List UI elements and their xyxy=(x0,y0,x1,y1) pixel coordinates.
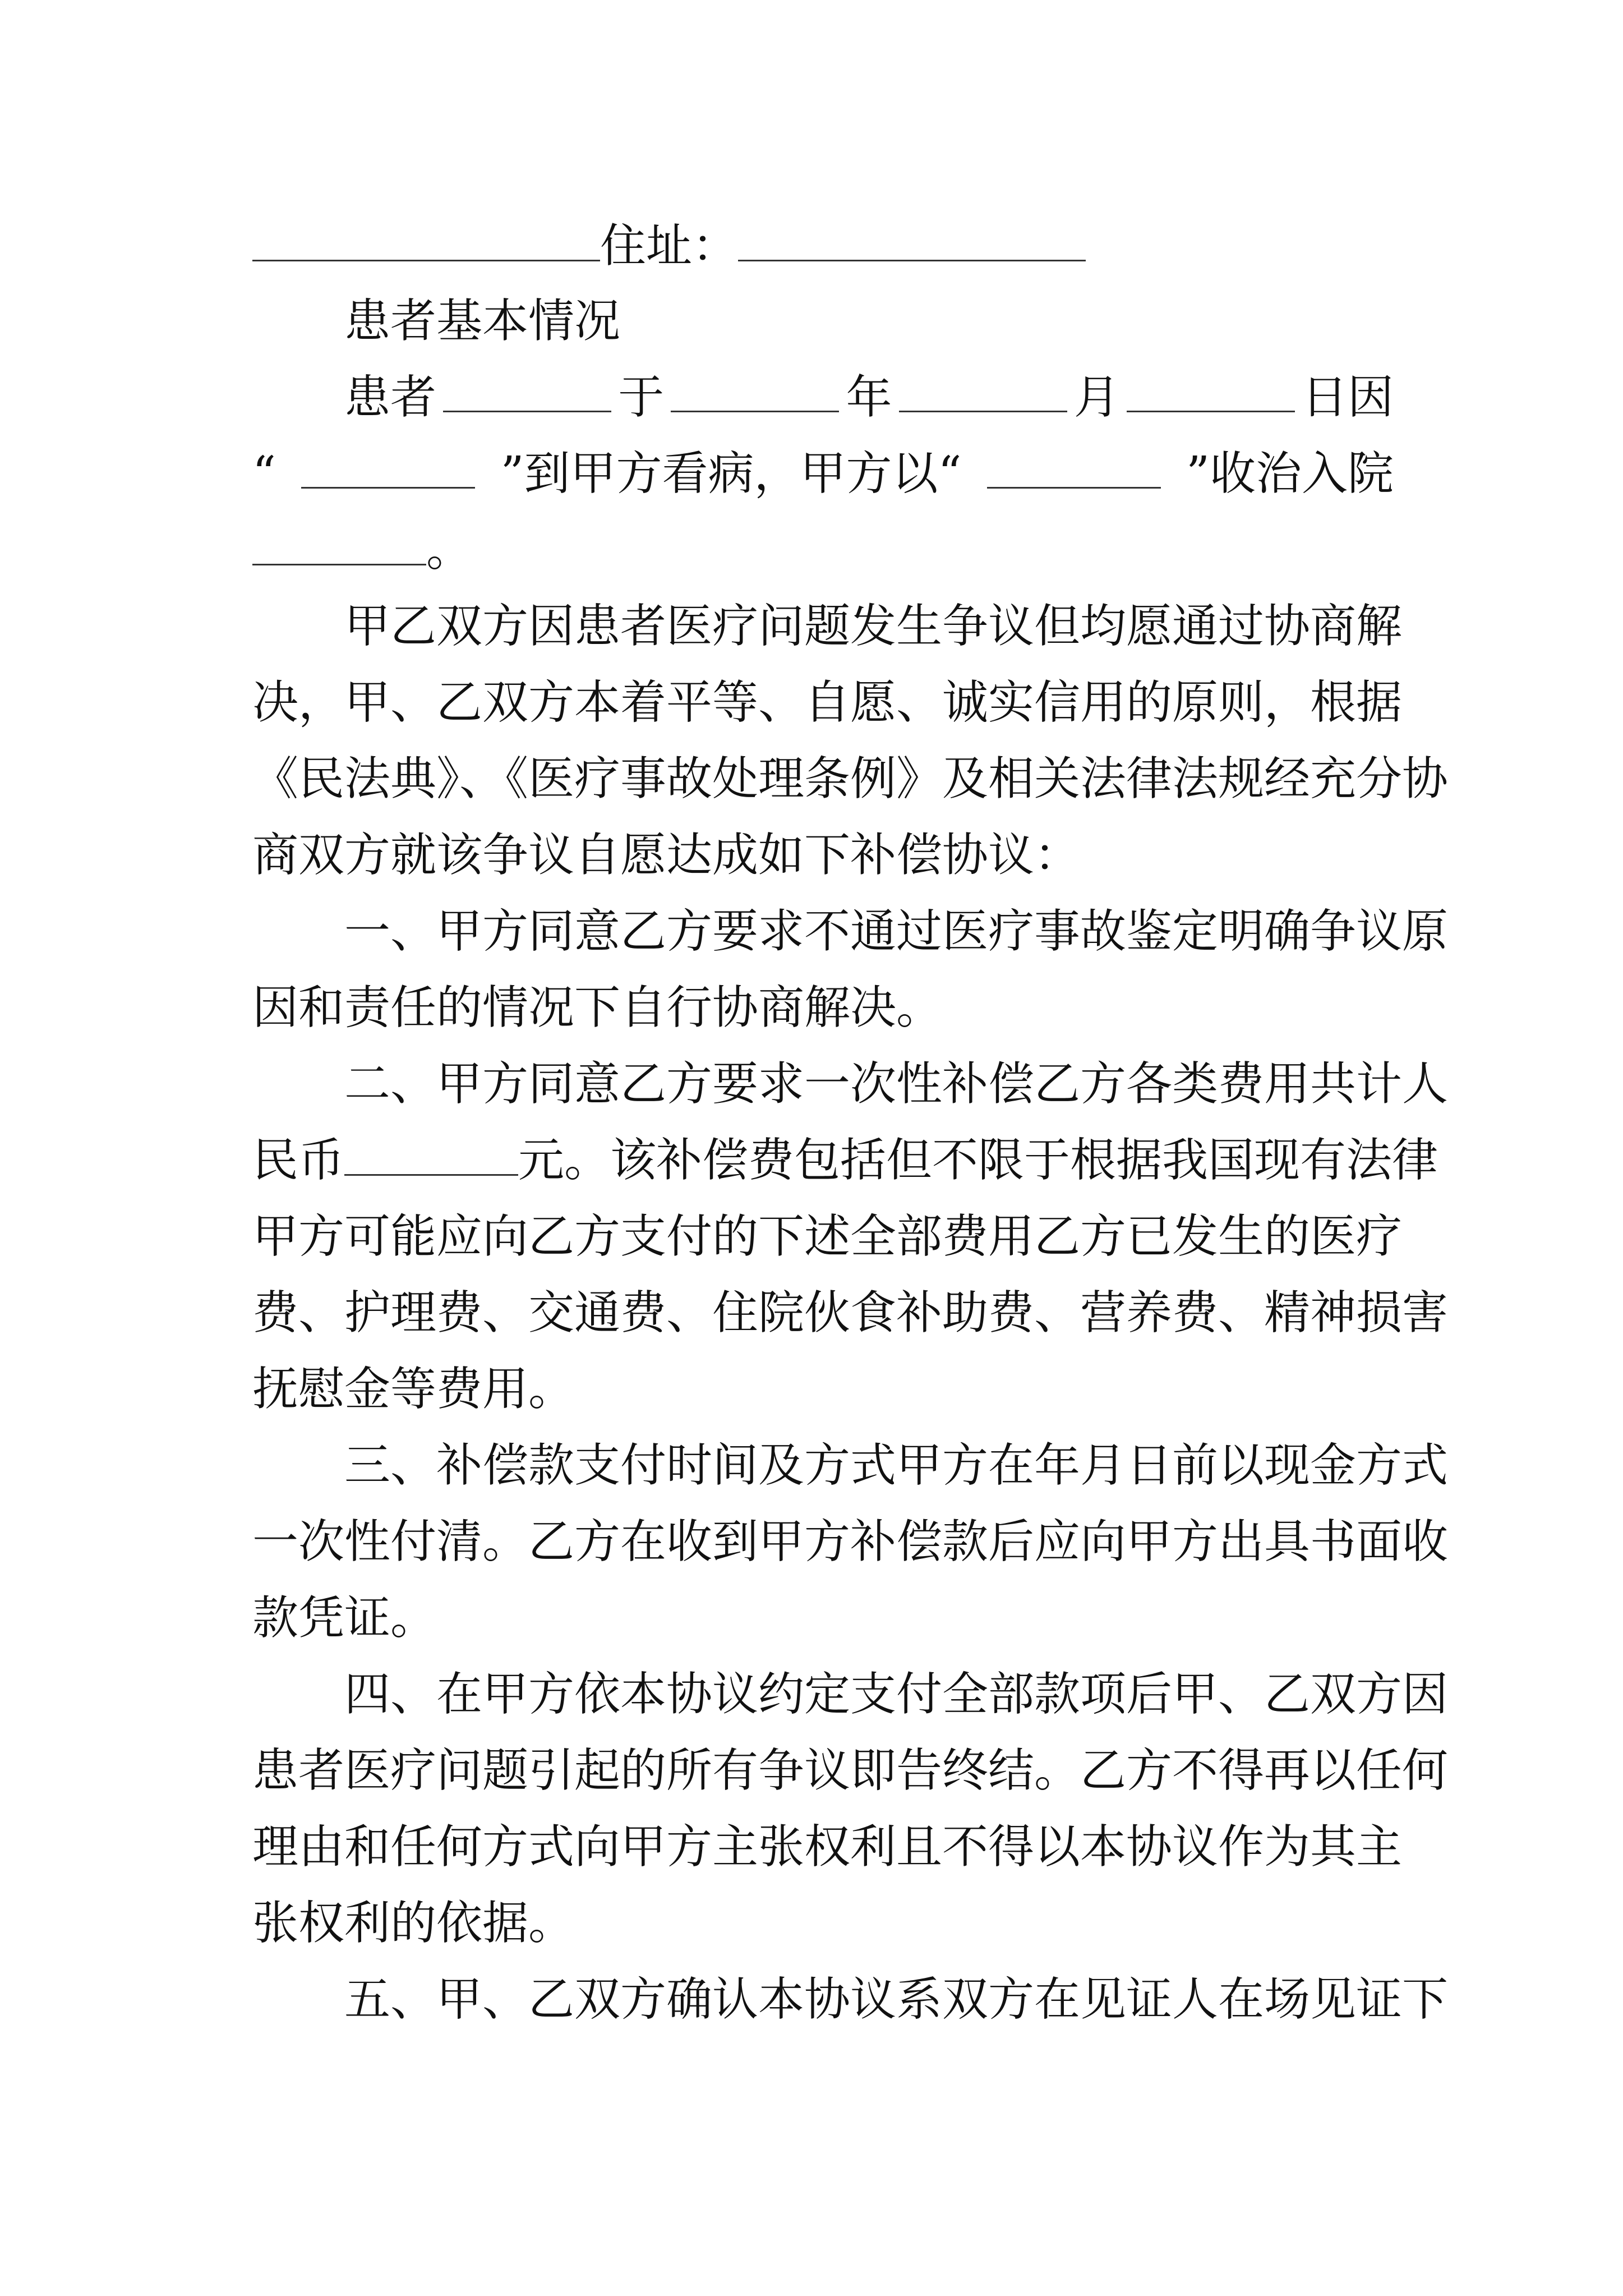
para-text: 决，甲、乙双方本着平等、自愿、诚实信用的原则，根据 xyxy=(252,676,1403,729)
clause-text: 一、甲方同意乙方要求不通过医疗事故鉴定明确争议原 xyxy=(344,905,1449,958)
visit-text: ”到甲方看病，甲方以“ xyxy=(500,447,962,500)
patient-info-heading xyxy=(252,295,1486,348)
clause-2-line xyxy=(252,1210,1403,1263)
admit-text: ”收治入院 xyxy=(1186,447,1394,500)
address-label: 住址： xyxy=(600,219,739,273)
clause-4-line xyxy=(252,1744,1449,1797)
open-quote: “ xyxy=(252,447,276,500)
para-text: 《民法典》、《医疗事故处理条例》及相关法律法规经充分协 xyxy=(252,752,1449,806)
clause-text: 因和责任的情况下自行协商解决。 xyxy=(252,981,943,1034)
clause-text: 元。该补偿费包括但不限于根据我国现有法律 xyxy=(518,1134,1438,1187)
clause-2-line xyxy=(252,1286,1449,1340)
clause-text: 张权利的依据。 xyxy=(252,1897,575,1950)
clause-text: 二、甲方同意乙方要求一次性补偿乙方各类费用共计人 xyxy=(344,1057,1449,1111)
clause-text: 五、甲、乙双方确认本协议系双方在见证人在场见证下 xyxy=(344,1973,1449,2026)
period: 。 xyxy=(426,523,473,577)
heading-text: 患者基本情况 xyxy=(344,295,621,348)
clause-1-line xyxy=(252,905,1486,958)
name-blank[interactable] xyxy=(252,224,600,261)
clause-2-line xyxy=(252,1134,1438,1187)
para-line xyxy=(252,752,1449,806)
address-line xyxy=(252,219,1394,273)
rmb-label: 民币 xyxy=(252,1134,345,1187)
para-line xyxy=(252,676,1403,729)
admit-blank[interactable] xyxy=(252,528,426,565)
amount-blank[interactable] xyxy=(344,1138,518,1176)
clause-2-line xyxy=(252,1363,1394,1416)
clause-4-line xyxy=(252,1668,1486,1721)
visit-line xyxy=(252,447,1394,500)
clause-text: 三、补偿款支付时间及方式甲方在年月日前以现金方式 xyxy=(344,1439,1449,1492)
year-blank[interactable] xyxy=(671,375,839,412)
para-text: 商双方就该争议自愿达成如下补偿协议： xyxy=(252,829,1081,882)
admit-end-line xyxy=(252,523,1394,577)
month-blank[interactable] xyxy=(899,375,1067,412)
para-text: 甲乙双方因患者医疗问题发生争议但均愿通过协商解 xyxy=(344,600,1403,653)
diagnosis-blank[interactable] xyxy=(987,451,1161,489)
patient-name-blank[interactable] xyxy=(443,375,611,412)
clause-text: 费、护理费、交通费、住院伙食补助费、营养费、精神损害 xyxy=(252,1286,1449,1340)
clause-text: 抚慰金等费用。 xyxy=(252,1363,575,1416)
clause-3-line xyxy=(252,1591,1394,1645)
patient-label: 患者 xyxy=(344,371,437,424)
day-cause-label: 日因 xyxy=(1301,371,1394,424)
symptom-blank[interactable] xyxy=(301,451,475,489)
clause-2-line xyxy=(252,1057,1486,1111)
yu-label: 于 xyxy=(618,371,665,424)
clause-text: 一次性付清。乙方在收到甲方补偿款后应向甲方出具书面收 xyxy=(252,1515,1449,1568)
clause-text: 患者医疗问题引起的所有争议即告终结。乙方不得再以任何 xyxy=(252,1744,1449,1797)
clause-text: 款凭证。 xyxy=(252,1591,437,1645)
address-blank[interactable] xyxy=(738,224,1086,261)
clause-4-line xyxy=(252,1820,1403,1874)
clause-text: 甲方可能应向乙方支付的下述全部费用乙方已发生的医疗 xyxy=(252,1210,1403,1263)
clause-text: 理由和任何方式向甲方主张权利且不得以本协议作为其主 xyxy=(252,1820,1403,1874)
para-line xyxy=(252,829,1394,882)
month-label: 月 xyxy=(1073,371,1120,424)
para-line xyxy=(252,600,1486,653)
clause-1-line xyxy=(252,981,1394,1034)
clause-3-line xyxy=(252,1515,1449,1568)
clause-5-line xyxy=(252,1973,1486,2026)
patient-date-line xyxy=(252,371,1394,424)
clause-text: 四、在甲方依本协议约定支付全部款项后甲、乙双方因 xyxy=(344,1668,1449,1721)
year-label: 年 xyxy=(846,371,892,424)
clause-4-line xyxy=(252,1897,1394,1950)
clause-3-line xyxy=(252,1439,1486,1492)
day-blank[interactable] xyxy=(1127,375,1295,412)
